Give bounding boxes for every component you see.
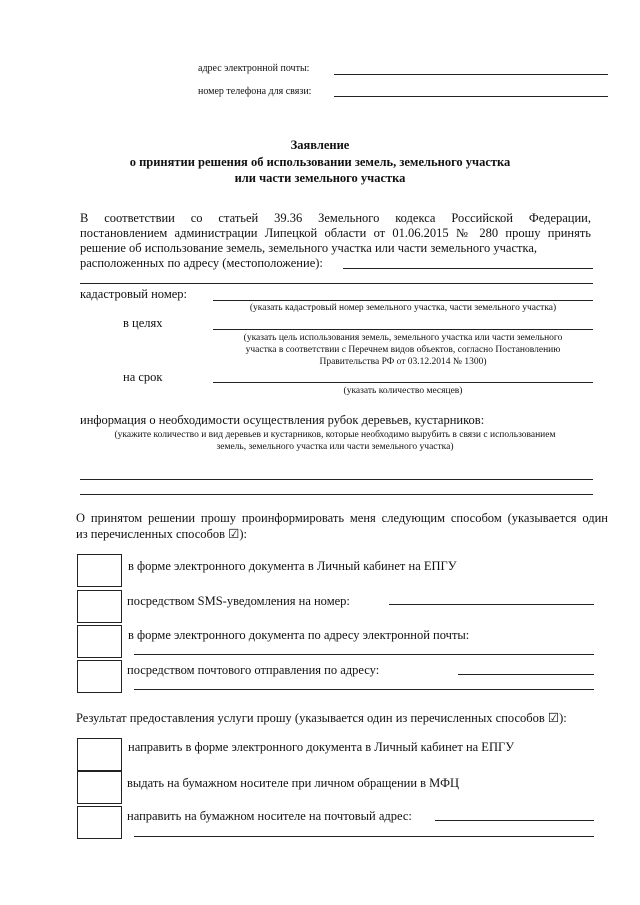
sms-number-field[interactable]	[389, 604, 594, 605]
result-post-field-2[interactable]	[134, 836, 594, 837]
trees-field-2[interactable]	[80, 494, 593, 495]
notify-post-label: посредством почтового отправления по адресу:	[127, 663, 380, 677]
cadastral-hint: (указать кадастровый номер земельного участка, части земельного участка)	[249, 303, 557, 313]
title-line-2: о принятии решения об использовании земель, земельного участка	[129, 155, 511, 169]
notify-post-field[interactable]	[458, 674, 594, 675]
notify-sms-label: посредством SMS-уведомления на номер:	[127, 594, 350, 608]
term-hint: (указать количество месяцев)	[343, 386, 463, 396]
purpose-field[interactable]	[213, 329, 593, 330]
result-mfc-checkbox[interactable]	[77, 771, 122, 804]
notify-post-checkbox[interactable]	[77, 660, 122, 693]
intro-line-2: постановлением администрации Липецкой области от 01.06.2015 № 280 прошу принять	[80, 226, 591, 240]
title-line-3: или части земельного участка	[234, 171, 406, 185]
address-field-2[interactable]	[80, 283, 593, 284]
intro-line-3: решение об использование земель, земельного участка или части земельного участка,	[80, 241, 538, 255]
result-epgu-label: направить в форме электронного документа в Личный кабинет на ЕПГУ	[128, 740, 515, 754]
notify-heading-2: из перечисленных способов ☑):	[76, 527, 248, 541]
result-post-checkbox[interactable]	[77, 806, 122, 839]
intro-line-1: В соответствии со статьей 39.36 Земельного кодекса Российской Федерации,	[80, 211, 591, 225]
phone-label: номер телефона для связи:	[198, 86, 312, 97]
purpose-hint-3: Правительства РФ от 03.12.2014 № 1300)	[319, 357, 487, 367]
term-label: на срок	[123, 370, 163, 384]
purpose-label: в целях	[123, 316, 163, 330]
notify-email-field[interactable]	[134, 654, 594, 655]
notify-heading-1: О принятом решении прошу проинформировать меня следующим способом (указывается один	[76, 511, 608, 525]
notify-email-checkbox[interactable]	[77, 625, 122, 658]
phone-field[interactable]	[334, 96, 608, 97]
trees-field-1[interactable]	[80, 479, 593, 480]
notify-email-label: в форме электронного документа по адресу электронной почты:	[128, 628, 470, 642]
notify-post-field-2[interactable]	[134, 689, 594, 690]
result-heading: Результат предоставления услуги прошу (указывается один из перечисленных способов ☑):	[76, 711, 567, 725]
email-label: адрес электронной почты:	[198, 63, 310, 74]
notify-epgu-label: в форме электронного документа в Личный кабинет на ЕПГУ	[128, 559, 457, 573]
result-post-field[interactable]	[435, 820, 594, 821]
term-field[interactable]	[213, 382, 593, 383]
result-mfc-label: выдать на бумажном носителе при личном обращении в МФЦ	[127, 776, 460, 790]
intro-line-4: расположенных по адресу (местоположение):	[80, 256, 323, 270]
notify-epgu-checkbox[interactable]	[77, 554, 122, 587]
email-field[interactable]	[334, 74, 608, 75]
cadastral-label: кадастровый номер:	[80, 287, 188, 301]
purpose-hint-2: участка в соответствии с Перечнем видов объектов, согласно Постановлению	[245, 345, 561, 355]
trees-hint-1: (укажите количество и вид деревьев и кустарников, которые необходимо вырубить в связи с использованием	[114, 430, 556, 440]
address-field[interactable]	[343, 268, 593, 269]
cadastral-field[interactable]	[213, 300, 593, 301]
purpose-hint-1: (указать цель использования земель, земельного участка или части земельного	[243, 333, 563, 343]
trees-hint-2: земель, земельного участка или части земельного участка)	[216, 442, 454, 452]
result-epgu-checkbox[interactable]	[77, 738, 122, 771]
trees-label: информация о необходимости осуществления рубок деревьев, кустарников:	[80, 413, 485, 427]
notify-sms-checkbox[interactable]	[77, 590, 122, 623]
page-title: Заявление	[290, 138, 350, 152]
result-post-label: направить на бумажном носителе на почтовый адрес:	[127, 809, 412, 823]
